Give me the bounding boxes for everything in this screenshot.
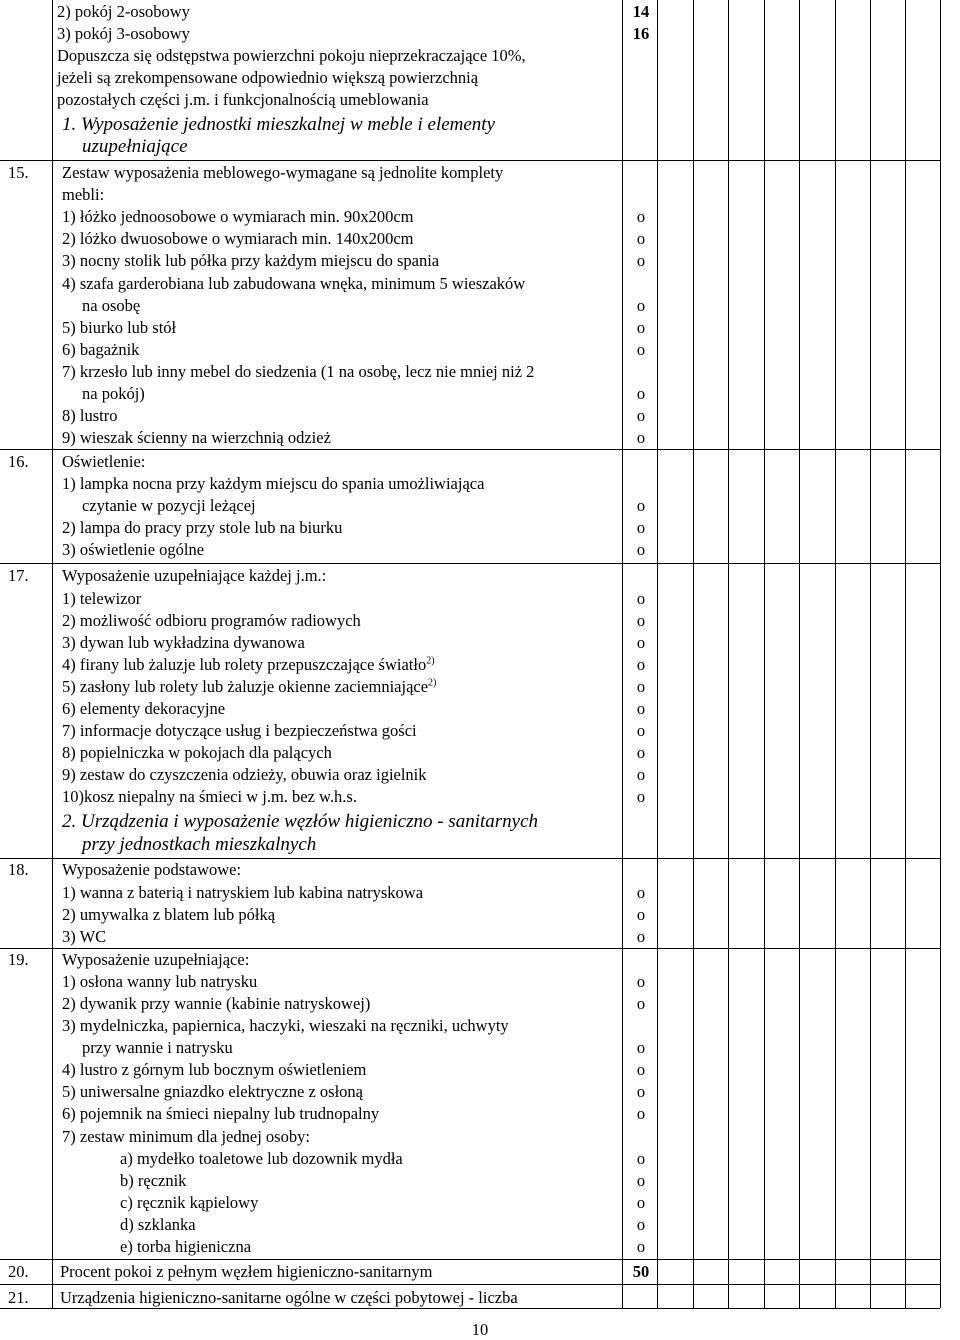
- column-divider: [870, 0, 871, 1308]
- item-text: 1) łóżko jednoosobowe o wymiarach min. 90x200cm: [62, 207, 414, 226]
- row-divider: [0, 1259, 940, 1260]
- item-text: 1) telewizor: [62, 589, 142, 608]
- section-heading: 1. Wyposażenie jednostki mieszkalnej w meble i elementy: [62, 114, 496, 135]
- item-text: 9) wieszak ścienny na wierzchnią odzież: [62, 428, 331, 447]
- item-text: 1) osłona wanny lub natrysku: [62, 972, 258, 991]
- item-text: jeżeli są zrekompensowane odpowiednio większą powierzchnią: [57, 68, 479, 87]
- requirement-mark: o: [636, 1171, 646, 1190]
- item-text: a) mydełko toaletowe lub dozownik mydła: [120, 1149, 403, 1168]
- requirement-mark: o: [636, 994, 646, 1013]
- item-text: 5) uniwersalne gniazdko elektryczne z osłoną: [62, 1082, 364, 1101]
- requirement-mark: o: [636, 518, 646, 537]
- requirement-mark: o: [636, 1237, 646, 1256]
- item-text: 2) lampa do pracy przy stole lub na biurku: [62, 518, 343, 537]
- item-text: 2) lóżko dwuosobowe o wymiarach min. 140x200cm: [62, 229, 414, 248]
- item-number: 18.: [8, 860, 29, 879]
- requirement-mark: o: [636, 765, 646, 784]
- item-text: 3) oświetlenie ogólne: [62, 540, 205, 559]
- requirement-mark: 16: [632, 24, 650, 43]
- row-divider: [0, 1284, 940, 1285]
- item-text: 8) lustro: [62, 406, 118, 425]
- item-text: 1) lampka nocna przy każdym miejscu do spania umożliwiająca: [62, 474, 485, 493]
- page-number: 10: [471, 1320, 489, 1339]
- item-number: 16.: [8, 452, 29, 471]
- item-text: 2) umywalka z blatem lub półką: [62, 905, 276, 924]
- requirement-mark: o: [636, 1082, 646, 1101]
- item-text: 3) mydelniczka, papiernica, haczyki, wieszaki na ręczniki, uchwyty: [62, 1016, 509, 1035]
- row-divider: [0, 563, 940, 564]
- row-divider: [0, 858, 940, 859]
- item-text: 4) lustro z górnym lub bocznym oświetleniem: [62, 1060, 367, 1079]
- item-text: 4) szafa garderobiana lub zabudowana wnęka, minimum 5 wieszaków: [62, 274, 526, 293]
- column-divider: [835, 0, 836, 1308]
- item-text: Dopuszcza się odstępstwa powierzchni pokoju nieprzekraczające 10%,: [57, 46, 526, 65]
- item-text: 2) pokój 2-osobowy: [57, 2, 190, 21]
- requirement-mark: o: [636, 1060, 646, 1079]
- requirement-mark: o: [636, 340, 646, 359]
- section-heading: 2. Urządzenia i wyposażenie węzłów higieniczno - sanitarnych: [62, 811, 539, 832]
- item-text: Zestaw wyposażenia meblowego-wymagane są jednolite komplety: [62, 163, 504, 182]
- item-number: 19.: [8, 950, 29, 969]
- item-text: na pokój): [82, 384, 145, 403]
- item-text: 3) WC: [62, 927, 107, 946]
- row-divider: [0, 948, 940, 949]
- section-heading: uzupełniające: [82, 136, 188, 157]
- item-text: b) ręcznik: [120, 1171, 187, 1190]
- requirement-mark: o: [636, 721, 646, 740]
- item-text: 4) firany lub żaluzje lub rolety przepuszczające światło$^{2)}$: [62, 655, 435, 674]
- requirement-mark: o: [636, 699, 646, 718]
- item-text: 8) popielniczka w pokojach dla palących: [62, 743, 332, 762]
- row-divider: [0, 160, 940, 161]
- item-text: przy wannie i natrysku: [82, 1038, 233, 1057]
- requirement-mark: o: [636, 296, 646, 315]
- item-text: Wyposażenie uzupełniające:: [62, 950, 250, 969]
- requirement-mark: o: [636, 428, 646, 447]
- requirement-mark: o: [636, 384, 646, 403]
- requirement-mark: o: [636, 1149, 646, 1168]
- requirement-mark: o: [636, 905, 646, 924]
- item-text: 6) bagażnik: [62, 340, 140, 359]
- requirement-mark: 50: [632, 1262, 650, 1281]
- column-divider: [799, 0, 800, 1308]
- item-text: 9) zestaw do czyszczenia odzieży, obuwia oraz igielnik: [62, 765, 427, 784]
- requirement-mark: o: [636, 540, 646, 559]
- requirement-mark: o: [636, 611, 646, 630]
- item-text: c) ręcznik kąpielowy: [120, 1193, 259, 1212]
- requirement-mark: o: [636, 589, 646, 608]
- footnote-marker: 2): [426, 655, 435, 667]
- item-text: 1) wanna z baterią i natryskiem lub kabina natryskowa: [62, 883, 424, 902]
- requirement-mark: o: [636, 318, 646, 337]
- requirement-mark: o: [636, 677, 646, 696]
- item-text: czytanie w pozycji leżącej: [82, 496, 256, 515]
- column-divider: [52, 0, 53, 1308]
- requirement-mark: o: [636, 972, 646, 991]
- row-divider: [0, 1308, 940, 1309]
- requirement-mark: o: [636, 251, 646, 270]
- requirement-mark: o: [636, 229, 646, 248]
- item-text: Oświetlenie:: [62, 452, 146, 471]
- item-text: 3) nocny stolik lub półka przy każdym miejscu do spania: [62, 251, 440, 270]
- requirement-mark: o: [636, 883, 646, 902]
- item-text: 7) informacje dotyczące usług i bezpieczeństwa gości: [62, 721, 417, 740]
- requirement-mark: o: [636, 787, 646, 806]
- item-text: 7) krzesło lub inny mebel do siedzenia (1 na osobę, lecz nie mniej niż 2: [62, 362, 535, 381]
- requirement-mark: 14: [632, 2, 650, 21]
- column-divider: [693, 0, 694, 1308]
- requirement-mark: o: [636, 406, 646, 425]
- requirement-mark: o: [636, 496, 646, 515]
- requirement-mark: o: [636, 743, 646, 762]
- item-number: 17.: [8, 566, 29, 585]
- item-text: 5) biurko lub stół: [62, 318, 177, 337]
- requirement-mark: o: [636, 207, 646, 226]
- column-divider: [940, 0, 941, 1308]
- requirement-mark: o: [636, 633, 646, 652]
- item-text: 2) możliwość odbioru programów radiowych: [62, 611, 361, 630]
- section-heading: przy jednostkach mieszkalnych: [82, 834, 317, 855]
- item-text: 3) dywan lub wykładzina dywanowa: [62, 633, 305, 652]
- row-divider: [0, 449, 940, 450]
- item-text: e) torba higieniczna: [120, 1237, 252, 1256]
- item-text: pozostałych części j.m. i funkcjonalnością umeblowania: [57, 90, 429, 109]
- item-text: 2) dywanik przy wannie (kabinie natryskowej): [62, 994, 371, 1013]
- item-text: Urządzenia higieniczno-sanitarne ogólne w części pobytowej - liczba: [60, 1288, 518, 1307]
- item-number: 21.: [8, 1288, 29, 1307]
- item-text: d) szklanka: [120, 1215, 196, 1234]
- item-number: 15.: [8, 163, 29, 182]
- column-divider: [905, 0, 906, 1308]
- item-text: 3) pokój 3-osobowy: [57, 24, 190, 43]
- requirement-mark: o: [636, 927, 646, 946]
- item-text: 6) pojemnik na śmieci niepalny lub trudnopalny: [62, 1104, 380, 1123]
- requirement-mark: o: [636, 1193, 646, 1212]
- item-text: Wyposażenie uzupełniające każdej j.m.:: [62, 566, 327, 585]
- item-text: 10)kosz niepalny na śmieci w j.m. bez w.h.s.: [62, 787, 357, 806]
- item-number: 20.: [8, 1262, 29, 1281]
- footnote-marker: 2): [428, 677, 437, 689]
- requirement-mark: o: [636, 1215, 646, 1234]
- requirement-mark: o: [636, 1104, 646, 1123]
- item-text: 7) zestaw minimum dla jednej osoby:: [62, 1127, 310, 1146]
- requirement-mark: o: [636, 1038, 646, 1057]
- item-text: 5) zasłony lub rolety lub żaluzje okienne zaciemniające$^{2)}$: [62, 677, 437, 696]
- item-text: Procent pokoi z pełnym węzłem higieniczno-sanitarnym: [60, 1262, 433, 1281]
- item-text: Wyposażenie podstawowe:: [62, 860, 242, 879]
- column-divider: [764, 0, 765, 1308]
- item-text: mebli:: [62, 185, 105, 204]
- item-text: na osobę: [82, 296, 141, 315]
- item-text: 6) elementy dekoracyjne: [62, 699, 226, 718]
- requirement-mark: o: [636, 655, 646, 674]
- column-divider: [728, 0, 729, 1308]
